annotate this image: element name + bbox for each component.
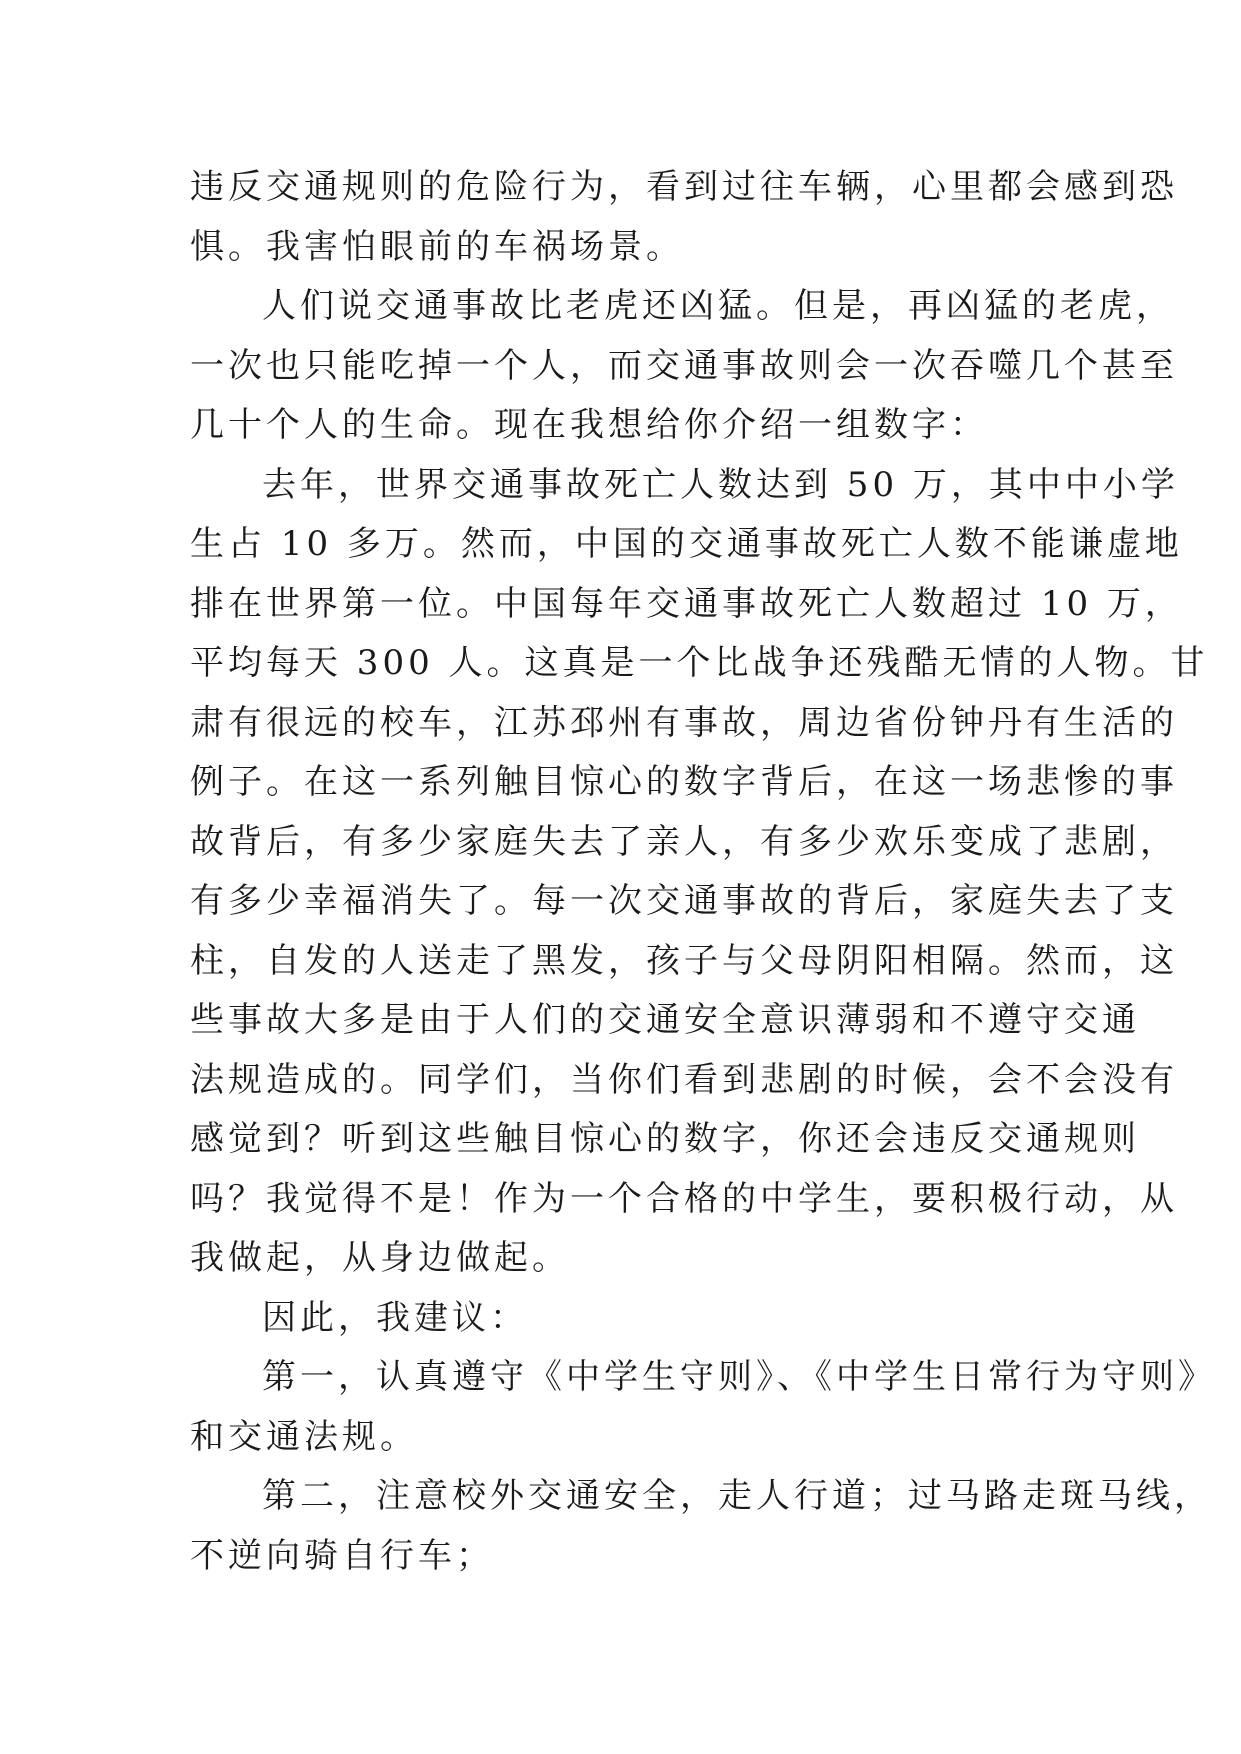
text-line: 我做起，从身边做起。 (190, 1238, 570, 1278)
text-line: 不逆向骑自行车； (190, 1535, 494, 1576)
text-line: 违反交通规则的危险行为，看到过往车辆，心里都会感到恐 (190, 167, 1178, 207)
text-line: 些事故大多是由于人们的交通安全意识薄弱和不遵守交通 (190, 1000, 1140, 1040)
text-line: 惧。我害怕眼前的车祸场景。 (190, 226, 684, 267)
text-line: 生占 10 多万。然而，中国的交通事故死亡人数不能谦虚地 (190, 524, 1183, 564)
text-line: 一次也只能吃掉一个人，而交通事故则会一次吞噬几个甚至 (190, 345, 1178, 386)
text-line: 柱，自发的人送走了黑发，孩子与父母阴阳相隔。然而，这 (190, 940, 1178, 981)
text-line: 法规造成的。同学们，当你们看到悲剧的时候，会不会没有 (190, 1059, 1178, 1100)
text-line: 吗？我觉得不是！作为一个合格的中学生，要积极行动，从 (190, 1178, 1178, 1219)
text-line: 几十个人的生命。现在我想给你介绍一组数字： (190, 405, 988, 445)
text-line: 例子。在这一系列触目惊心的数字背后，在这一场悲惨的事 (190, 762, 1178, 802)
text-line: 感觉到？听到这些触目惊心的数字，你还会违反交通规则 (190, 1119, 1140, 1159)
text-line: 平均每天 300 人。这真是一个比战争还残酷无情的人物。甘 (190, 643, 1209, 683)
text-line: 去年，世界交通事故死亡人数达到 50 万，其中中小学 (262, 464, 1179, 505)
text-line: 第二，注意校外交通安全，走人行道；过马路走斑马线， (262, 1476, 1212, 1516)
text-line: 和交通法规。 (190, 1416, 418, 1457)
text-line: 排在世界第一位。中国每年交通事故死亡人数超过 10 万， (190, 583, 1183, 624)
text-line: 有多少幸福消失了。每一次交通事故的背后，家庭失去了支 (190, 881, 1178, 921)
text-line: 因此，我建议： (262, 1297, 528, 1338)
document-body (190, 158, 1216, 1586)
text-line: 故背后，有多少家庭失去了亲人，有多少欢乐变成了悲剧， (190, 821, 1178, 862)
text-line: 肃有很远的校车，江苏邳州有事故，周边省份钟丹有生活的 (190, 702, 1178, 743)
text-line: 人们说交通事故比老虎还凶猛。但是，再凶猛的老虎， (262, 286, 1174, 326)
text-line: 第一，认真遵守《中学生守则》、《中学生日常行为守则》 (262, 1357, 1216, 1397)
